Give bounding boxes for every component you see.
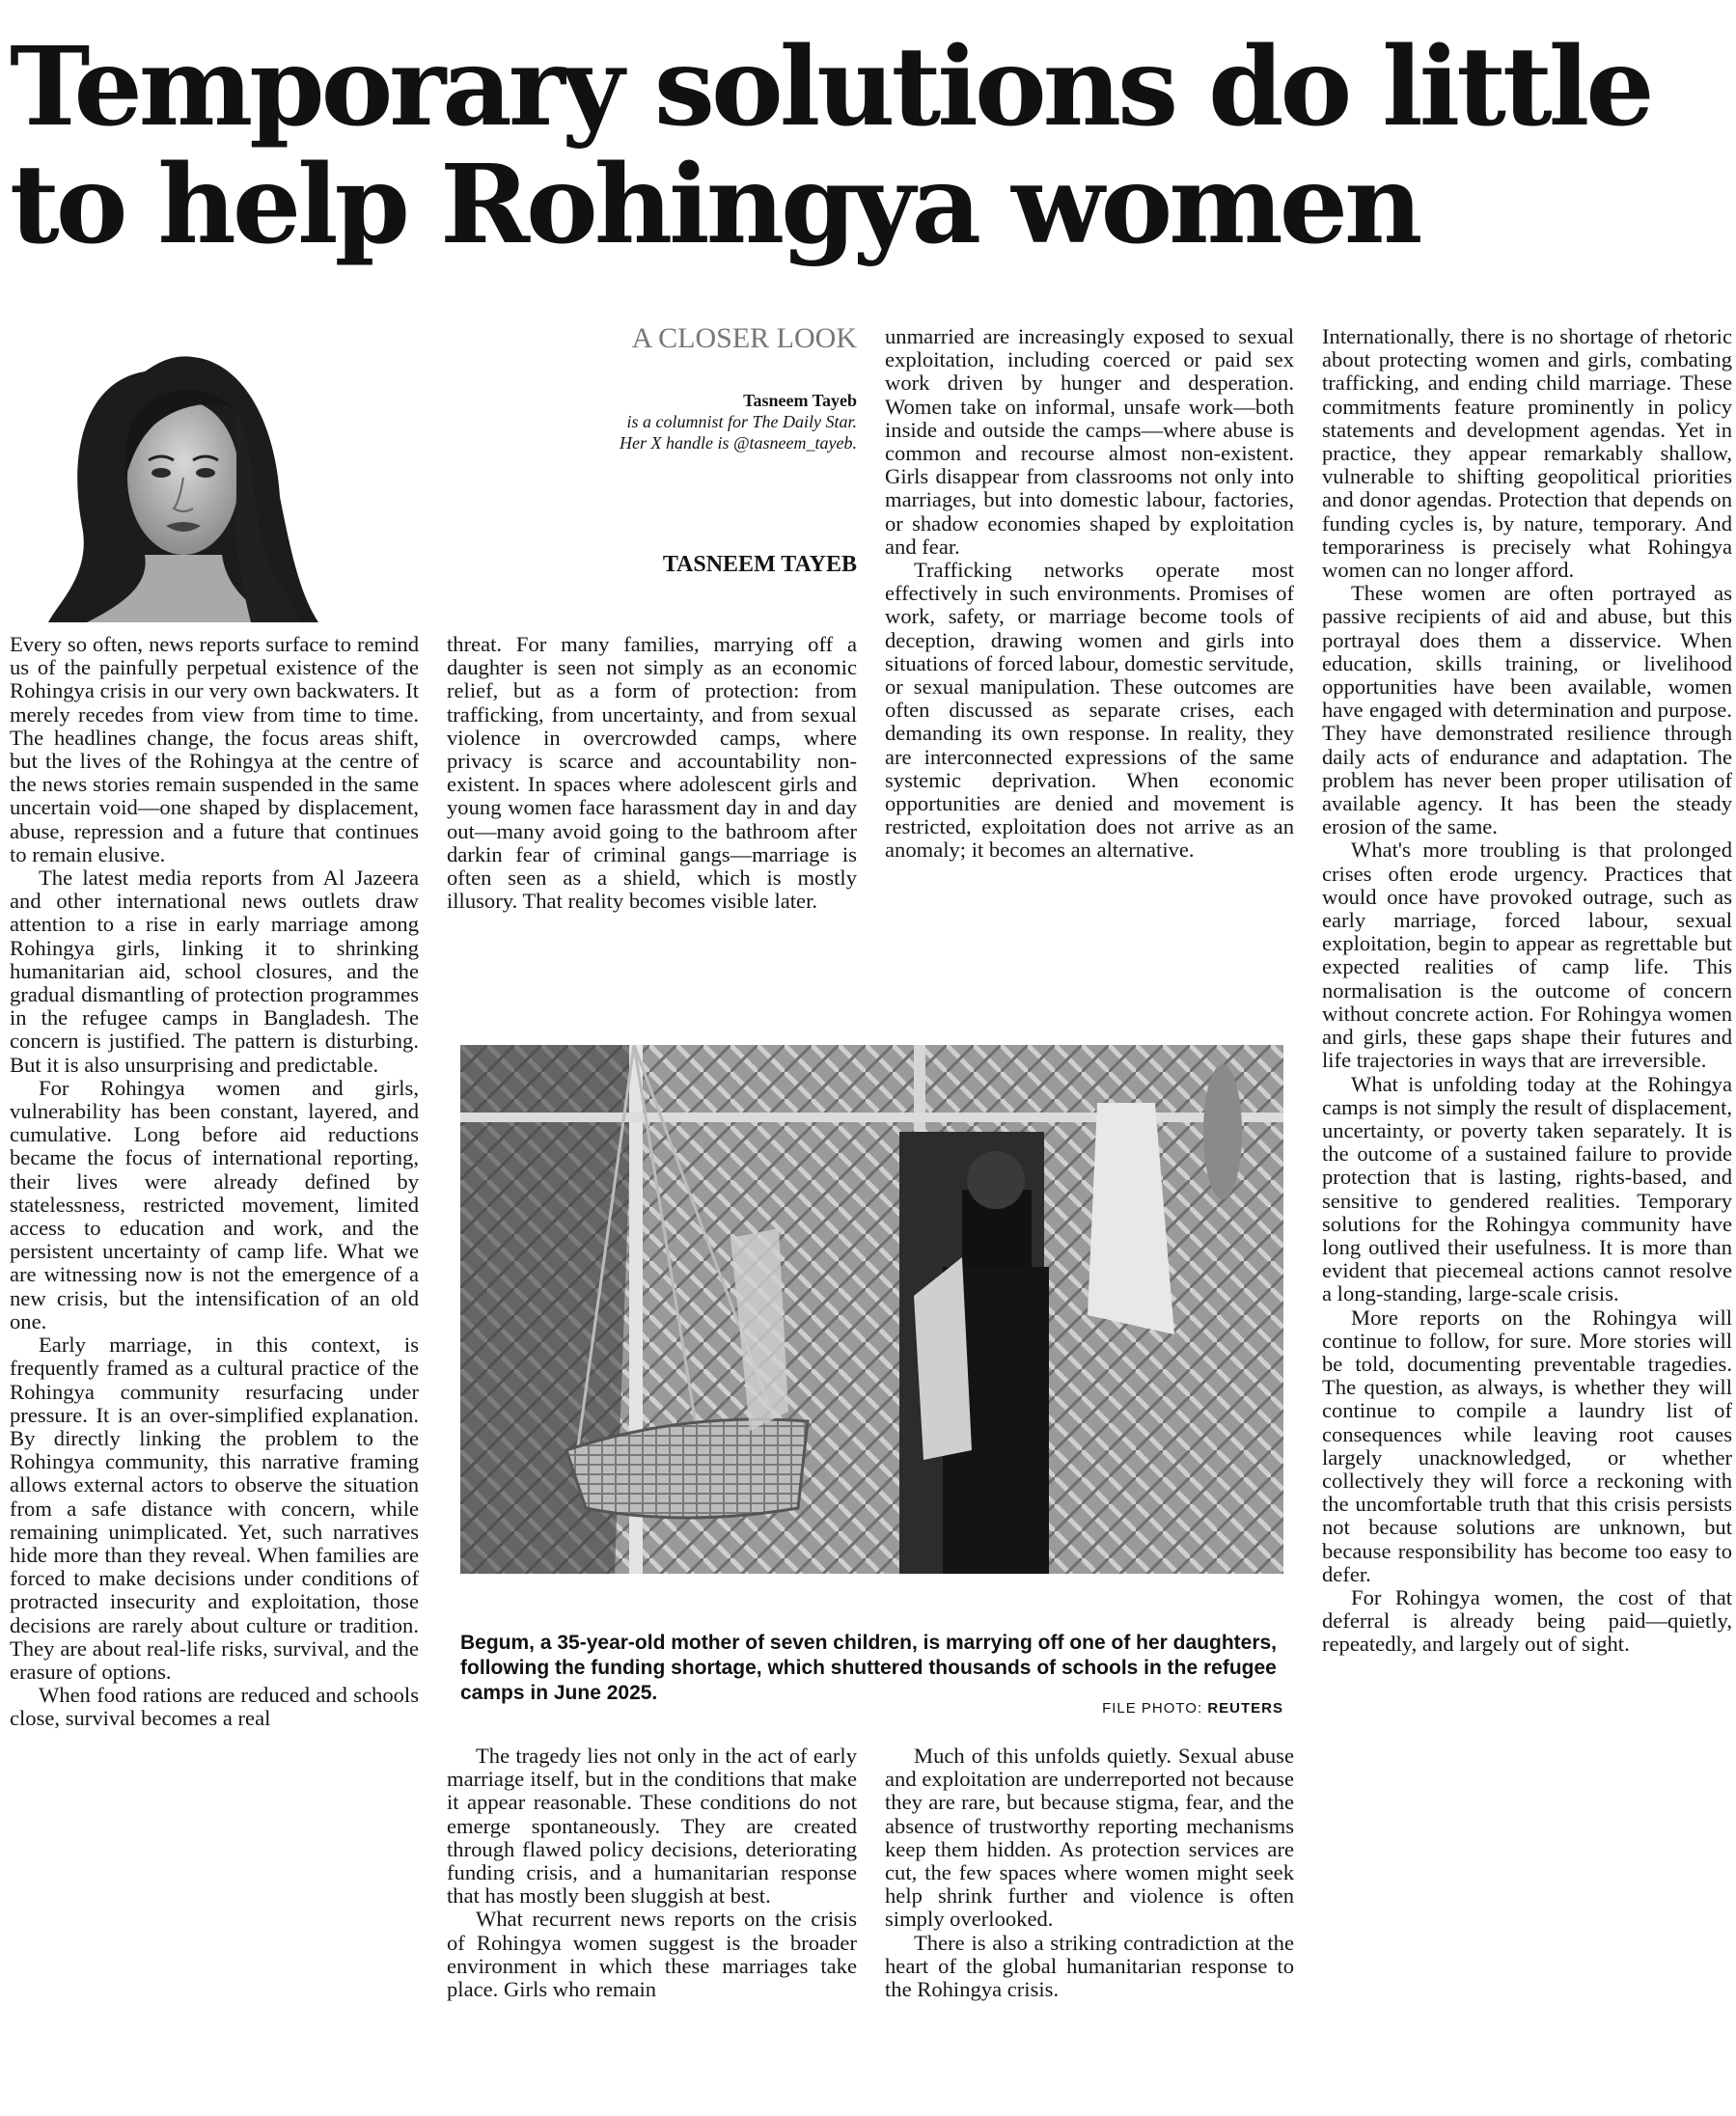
headline bbox=[10, 24, 1727, 268]
article-photo bbox=[460, 1045, 1283, 1574]
paragraph: For Rohingya women and girls, vulnerability has been constant, layered, and cumulative. Long before aid reductions became the focus of international reporting, their lives were already defined by statelessness, restricted movement, limited access to education and work, and the persistent uncertainty of camp life. What we are witnessing now is not the emergence of a new crisis, but the intensification of an old one. bbox=[10, 1075, 419, 1333]
paragraph: When food rations are reduced and schools close, survival becomes a real bbox=[10, 1683, 419, 1731]
article-column-3-bottom bbox=[885, 1745, 1294, 2001]
paragraph: threat. For many families, marrying off a daughter is seen not simply as an economic relief, but as a form of protection: from trafficking, from uncertainty, and from sexual violence in overcrowded camps, where privacy is scarce and accountability non-existent. In spaces where adolescent girls and young women face harassment day in and day out—many avoid going to the bathroom after darkin fear of criminal gangs—marriage is often seen as a shield, which is mostly illusory. That reality becomes visible later. bbox=[447, 632, 857, 914]
headline-line-1: Temporary solutions do little bbox=[10, 24, 1651, 151]
paragraph: The tragedy lies not only in the act of early marriage itself, but in the conditions that make it appear reasonable. These conditions do not emerge spontaneously. They are created through flawed policy decisions, deteriorating funding crisis, and a humanitarian response that has mostly been sluggish at best. bbox=[447, 1744, 857, 1909]
paragraph: These women are often portrayed as passive recipients of aid and abuse, but this portrayal does them a disservice. When education, skills training, or livelihood opportunities have been available, women have engaged with determination and purpose. They have demonstrated resilience through daily acts of endurance and adaptation. The problem has never been proper utilisation of available agency. It has been the steady erosion of the same. bbox=[1322, 581, 1732, 839]
article-column-2-top bbox=[447, 633, 857, 913]
paragraph: There is also a striking contradiction at the heart of the global humanitarian response to the Rohingya crisis. bbox=[885, 1930, 1294, 2002]
photo-credit bbox=[1042, 1700, 1283, 1717]
paragraph: Every so often, news reports surface to remind us of the painfully perpetual existence of the Rohingya crisis in our very own backwaters. It merely recedes from view from time to time. The headlines change, the focus areas shift, but the lives of the Rohingya at the centre of the news stories remain suspended in the same uncertain void—one shaped by displacement, abuse, repression and a future that continues to remain elusive. bbox=[10, 632, 419, 866]
paragraph: Much of this unfolds quietly. Sexual abuse and exploitation are underreported not because they are rare, but because stigma, fear, and the absence of trustworthy reporting mechanisms keep them hidden. As protection services are cut, the few spaces where women might seek help shrink further and violence is often simply overlooked. bbox=[885, 1744, 1294, 1932]
paragraph: What is unfolding today at the Rohingya camps is not simply the result of displacement, uncertainty, or poverty taken separately. It is the outcome of a sustained failure to provide protection that is lasting, rights-based, and sensitive to gendered realities. Temporary solutions for the Rohingya community have long outlived their usefulness. It is more than evident that piecemeal actions cannot resolve a long-standing, large-scale crisis. bbox=[1322, 1071, 1732, 1306]
paragraph: Trafficking networks operate most effectively in such environments. Promises of work, safety, or marriage become tools of deception, drawing women and girls into situations of forced labour, domestic servitude, or sexual manipulation. These outcomes are often discussed as separate crises, each demanding its own response. In reality, they are interconnected expressions of the same systemic deprivation. When economic opportunities are denied and movement is restricted, exploitation does not arrive as an anomaly; it becomes an alternative. bbox=[885, 558, 1294, 863]
author-bio bbox=[502, 390, 857, 453]
article-column-2-bottom bbox=[447, 1745, 857, 2001]
paragraph: What's more troubling is that prolonged crises often erode urgency. Practices that would once have provoked outrage, such as early marriage, forced labour, sexual exploitation, begin to appear as regrettable but expected realities of camp life. This normalisation is the outcome of concern without concrete action. For Rohingya women and girls, these gaps shape their futures and life trajectories in ways that are irreversible. bbox=[1322, 838, 1732, 1073]
author-bio-line-1: is a columnist for The Daily Star. bbox=[626, 412, 857, 431]
author-name: Tasneem Tayeb bbox=[743, 391, 857, 410]
headline-line-2: to help Rohingya women bbox=[10, 142, 1419, 268]
paragraph: For Rohingya women, the cost of that deferral is already being paid—quietly, repeatedly, and largely out of sight. bbox=[1322, 1584, 1732, 1657]
paragraph: Early marriage, in this context, is frequently framed as a cultural practice of the Rohingya community resurfacing under pressure. It is an over-simplified explanation. By directly linking the problem to the Rohingya community, this narrative framing allows external actors to observe the situation from a safe distance with concern, while remaining unimplicated. Yet, such narratives hide more than they reveal. When families are forced to make decisions under conditions of protracted insecurity and exploitation, those decisions are rarely about culture or tradition. They are about real-life risks, survival, and the erasure of options. bbox=[10, 1333, 419, 1684]
author-bio-line-2: Her X handle is @tasneem_tayeb. bbox=[619, 433, 857, 453]
article-column-4 bbox=[1322, 325, 1732, 1657]
paragraph: The latest media reports from Al Jazeera and other international news outlets draw attention to a rise in early marriage among Rohingya girls, linking it to shrinking humanitarian aid, school closures, and the gradual dismantling of protection programmes in the refugee camps in Bangladesh. The concern is justified. The pattern is disturbing. But it is also unsurprising and predictable. bbox=[10, 866, 419, 1077]
photo-caption: Begum, a 35-year-old mother of seven children, is marrying off one of her daughters, following the funding shortage, which shuttered thousands of schools in the refugee camps in June 2025. bbox=[460, 1632, 1278, 1704]
author-portrait bbox=[29, 333, 347, 622]
photo-credit-prefix: FILE PHOTO: bbox=[1102, 1700, 1208, 1717]
section-kicker: A CLOSER LOOK bbox=[631, 322, 857, 354]
article-column-1 bbox=[10, 633, 419, 1731]
paragraph: unmarried are increasingly exposed to sexual exploitation, including coerced or paid sex work driven by hunger and desperation. Women take on informal, unsafe work—both inside and outside the camps—where abuse is common and recourse almost non-existent. Girls disappear from classrooms not only into marriages, but into domestic labour, factories, or shadow economies shaped by exploitation and fear. bbox=[885, 324, 1294, 559]
photo-credit-source: REUTERS bbox=[1207, 1700, 1283, 1717]
paragraph: More reports on the Rohingya will continue to follow, for sure. More stories will be told, documenting preventable tragedies. The question, as always, is whether they will continue to compile a laundry list of consequences while leaving root causes largely unacknowledged, or whether collectively they will force a reckoning with the uncomfortable truth that this crisis persists not because solutions are unknown, but because responsibility has become too easy to defer. bbox=[1322, 1305, 1732, 1586]
byline: TASNEEM TAYEB bbox=[662, 552, 857, 577]
paragraph: What recurrent news reports on the crisis of Rohingya women suggest is the broader environment in which these marriages take place. Girls who remain bbox=[447, 1907, 857, 2002]
article-column-3-top bbox=[885, 325, 1294, 863]
paragraph: Internationally, there is no shortage of rhetoric about protecting women and girls, combating trafficking, and ending child marriage. These commitments feature prominently in policy statements and development agendas. Yet in practice, they appear remarkably shallow, vulnerable to shifting geopolitical priorities and donor agendas. Protection that depends on funding cycles is, by nature, temporary. And temporariness is precisely what Rohingya women can no longer afford. bbox=[1322, 324, 1732, 583]
